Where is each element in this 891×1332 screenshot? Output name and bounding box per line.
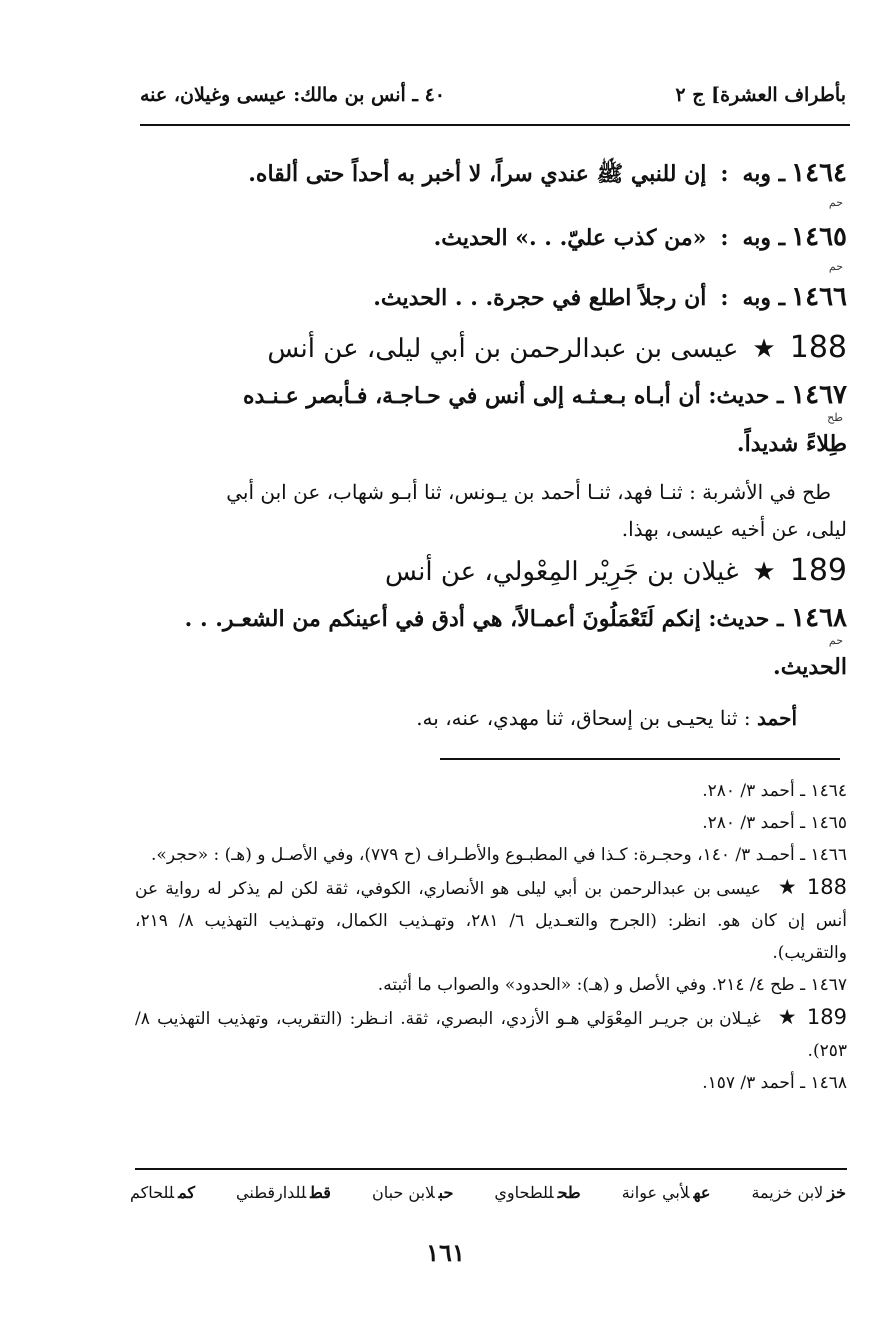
hadith-number: ١٤٦٤ (791, 158, 847, 188)
isnad-line2: ليلى، عن أخيه عيسى، بهذا. (621, 517, 847, 541)
abbreviations-key (130, 1183, 846, 1202)
isnad-text: : ثنا يحيـى بن إسحاق، ثنا مهدي، عنه، به. (416, 706, 751, 730)
star-icon: ★ (752, 334, 776, 364)
abbreviations-rule (135, 1168, 847, 1170)
abbreviation-item (751, 1183, 846, 1202)
footnote-188 (135, 871, 847, 969)
chapter-heading-188 (135, 330, 847, 365)
abbreviation-name: للدارقطني (236, 1183, 307, 1202)
chapter-title: عيسى بن عبدالرحمن بن أبي ليلى، عن أنس (267, 334, 739, 364)
abbreviation-code: قط (310, 1183, 331, 1202)
hadith-prefix: ـ وبه (742, 161, 786, 187)
footnote-1468: ١٤٦٨ ـ أحمد ٣/ ١٥٧. (702, 1073, 847, 1093)
abbreviation-code: خز (827, 1183, 846, 1202)
isnad-line1: طح في الأشربة : ثنـا فهد، ثنـا أحمد بن يـونس، ثنا أبـو شهاب، عن ابن أبي (226, 480, 831, 504)
footnotes (135, 775, 847, 1099)
hadith-entry-1467 (135, 375, 847, 464)
hadith-prefix: ـ وبه (742, 225, 786, 251)
hadith-entry-1464 (135, 158, 847, 209)
hadith-text-line2: طِلاءً شديداً. (736, 431, 847, 457)
footnote-text: غيـلان بن جريـر المِعْوَلي هـو الأزدي، البصري، ثقة. انـظر: (التقريب، وتهذيب التهذيب ٨/ ٢٥٣). (135, 1009, 847, 1061)
running-header (140, 78, 846, 112)
abbreviation-code: حب (438, 1183, 454, 1202)
footnote-text: عيسى بن عبدالرحمن بن أبي ليلى هو الأنصاري، الكوفي، ثقة لكن لم يذكر له رواية عن أنس إن كان هو. انظر: (الجرح والتعـديل ٦/ ٢٨١، وتهـذيب الكمال، وتهـذيب التهذيب ٨/ ٢١٩، والتقريب). (135, 879, 847, 963)
hadith-text: إن للنبي ﷺ عندي سراً، لا أخبر به أحداً حتى ألقاه. (248, 161, 707, 187)
abbreviation-name: للحاكم (130, 1183, 175, 1202)
footnote-1465: ١٤٦٥ ـ أحمد ٣/ ٢٨٠. (702, 813, 847, 833)
chapter-number: 188 (789, 330, 847, 365)
abbreviation-item (236, 1183, 331, 1202)
abbreviation-item (494, 1183, 580, 1202)
abbreviation-item (622, 1183, 711, 1202)
hadith-number: ١٤٦٥ (791, 222, 847, 252)
header-rule (140, 124, 850, 126)
chapter-title: غيلان بن جَرِيْر المِعْولي، عن أنس (384, 557, 739, 587)
isnad-1467 (135, 474, 847, 548)
abbreviation-name: لأبي عوانة (621, 1183, 690, 1202)
chapter-number: 189 (789, 553, 847, 588)
footnote-1467: ١٤٦٧ ـ طح ٤/ ٢١٤. وفي الأصل و (هـ): «الحدود» والصواب ما أثبته. (377, 975, 847, 995)
footnote-number: 189 ★ (776, 1005, 847, 1029)
chapter-heading-189 (135, 553, 847, 588)
abbreviation-item (372, 1183, 453, 1202)
hadith-text: أن رجلاً اطلع في حجرة. . . الحديث. (373, 285, 707, 311)
separator: : (720, 285, 729, 311)
footnote-1464: ١٤٦٤ ـ أحمد ٣/ ٢٨٠. (702, 781, 847, 801)
hadith-text: «من كذب عليّ. . .» الحديث. (433, 225, 707, 251)
header-volume: بأطراف العشرة] ج ٢ (675, 84, 846, 106)
footnote-rule (440, 758, 840, 760)
abbreviation-name: لابن حبان (372, 1183, 435, 1202)
abbreviation-item (130, 1183, 195, 1202)
page-number: ١٦١ (426, 1238, 465, 1267)
header-section: ٤٠ ـ أنس بن مالك: عيسى وغيلان، عنه (140, 84, 445, 106)
abbreviation-name: للطحاوي (494, 1183, 554, 1202)
abbreviation-code: عه (693, 1183, 711, 1202)
abbreviation-code: طح (557, 1183, 581, 1202)
hadith-text-line1: ـ حديث: إنكم لَتَعْمَلُونَ أعمـالاً، هي أدق في أعينكم من الشعـر. . . (184, 606, 784, 632)
hadith-entry-1468 (135, 598, 847, 687)
footnote-number: 188 ★ (776, 875, 847, 899)
footnote-189 (135, 1001, 847, 1067)
hadith-entry-1466 (135, 282, 847, 312)
hadith-number: ١٤٦٨ (791, 603, 847, 633)
source-sigil: طح (827, 411, 843, 424)
hadith-entry-1465 (135, 222, 847, 273)
footnote-1466: ١٤٦٦ ـ أحمـد ٣/ ١٤٠، وحجـرة: كـذا في المطبـوع والأطـراف (ح ٧٧٩)، وفي الأصـل و (هـ) : «حجر». (151, 845, 847, 865)
source-sigil: حم (828, 260, 843, 273)
hadith-number: ١٤٦٧ (791, 380, 847, 410)
hadith-number: ١٤٦٦ (791, 282, 847, 312)
hadith-prefix: ـ وبه (742, 285, 786, 311)
hadith-text-line2: الحديث. (773, 654, 847, 680)
star-icon: ★ (752, 557, 776, 587)
separator: : (720, 161, 729, 187)
hadith-text-line1: ـ حديث: أن أبـاه بـعـثـه إلى أنس في حـاجـة، فـأبصر عـنـده (243, 383, 784, 409)
abbreviation-name: لابن خزيمة (751, 1183, 824, 1202)
source-sigil: حم (828, 196, 843, 209)
separator: : (720, 225, 729, 251)
abbreviation-code: كم (178, 1183, 195, 1202)
isnad-1468 (135, 700, 847, 737)
source-sigil: حم (828, 634, 843, 647)
isnad-source: أحمد (757, 706, 797, 730)
